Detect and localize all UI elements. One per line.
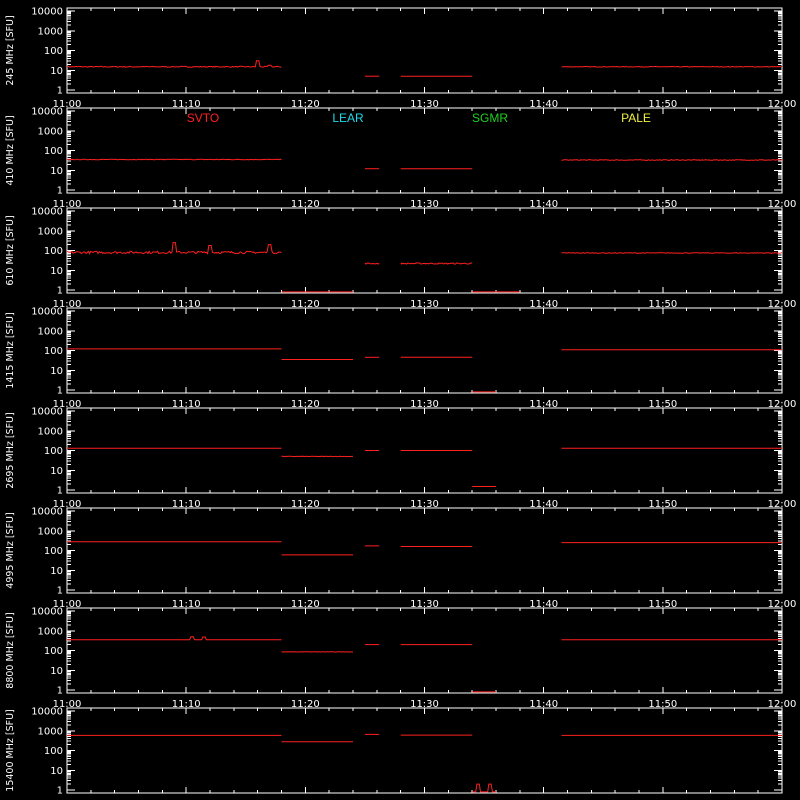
y-tick-label: 100 [43, 546, 63, 557]
y-tick-label: 100 [43, 746, 63, 757]
x-tick-label: 11:50 [648, 99, 678, 110]
x-tick-label: 11:20 [290, 699, 320, 710]
x-tick-label: 12:00 [767, 499, 797, 510]
x-tick-label: 11:00 [52, 399, 82, 410]
y-axis-label: 15400 MHz [SFU] [5, 709, 16, 792]
station-label-pale: PALE [621, 111, 651, 125]
series-0-trace [67, 61, 282, 67]
panel-4 [5, 407, 796, 511]
y-tick-label: 10 [50, 765, 63, 777]
panel-5 [5, 507, 796, 611]
panel-frame [67, 208, 782, 293]
x-tick-label: 11:30 [410, 199, 439, 210]
series-1-trace [282, 456, 354, 457]
x-tick-label: 11:00 [52, 499, 82, 510]
x-tick-label: 11:00 [52, 99, 82, 110]
y-axis-label: 610 MHz [SFU] [5, 215, 16, 286]
series-2-trace [365, 263, 379, 264]
y-tick-label: 10000 [31, 306, 63, 318]
y-tick-label: 100 [43, 246, 63, 257]
x-tick-label: 11:10 [171, 499, 201, 510]
x-tick-label: 11:20 [290, 499, 320, 510]
panel-3 [5, 307, 796, 411]
x-tick-label: 11:10 [171, 299, 201, 310]
x-tick-label: 11:50 [648, 699, 678, 710]
panel-0 [5, 7, 796, 111]
x-tick-label: 11:30 [410, 299, 439, 310]
y-tick-label: 100 [43, 346, 63, 357]
y-tick-label: 1000 [37, 426, 63, 438]
series-0-trace [67, 637, 282, 640]
y-tick-label: 1000 [37, 526, 63, 538]
panel-2 [5, 207, 796, 311]
x-tick-label: 11:30 [410, 99, 439, 110]
y-axis-label: 8800 MHz [SFU] [5, 612, 16, 689]
y-tick-label: 1 [56, 485, 63, 497]
x-tick-label: 11:10 [171, 399, 201, 410]
y-tick-label: 100 [43, 646, 63, 657]
y-tick-label: 1000 [37, 26, 63, 38]
x-tick-label: 11:10 [171, 199, 201, 210]
y-tick-label: 10 [50, 665, 63, 677]
panel-6 [5, 607, 796, 711]
x-tick-label: 11:30 [410, 599, 439, 610]
x-tick-label: 11:50 [648, 499, 678, 510]
y-tick-label: 1000 [37, 226, 63, 238]
x-tick-label: 11:30 [410, 399, 439, 410]
y-tick-label: 10 [50, 565, 63, 577]
y-axis-label: 2695 MHz [SFU] [5, 412, 16, 489]
y-tick-label: 10000 [31, 6, 63, 18]
x-tick-label: 12:00 [767, 99, 797, 110]
station-label-lear: LEAR [332, 111, 364, 125]
x-tick-label: 11:50 [648, 299, 678, 310]
panel-7 [5, 707, 796, 800]
y-tick-label: 10 [50, 165, 63, 177]
panel-frame [67, 8, 782, 93]
x-tick-label: 12:00 [767, 599, 797, 610]
x-tick-label: 11:20 [290, 199, 320, 210]
x-tick-label: 11:40 [529, 299, 559, 310]
y-tick-label: 1 [56, 85, 63, 97]
y-tick-label: 1000 [37, 626, 63, 638]
series-4-trace [472, 784, 496, 792]
station-label-sgmr: SGMR [472, 111, 508, 125]
series-0-trace [67, 159, 282, 160]
x-tick-label: 11:20 [290, 99, 320, 110]
y-axis-label: 4995 MHz [SFU] [5, 512, 16, 589]
y-tick-label: 10 [50, 365, 63, 377]
x-tick-label: 11:40 [529, 199, 559, 210]
panel-1 [5, 107, 796, 211]
y-tick-label: 1 [56, 385, 63, 397]
y-tick-label: 10000 [31, 606, 63, 618]
x-tick-label: 11:10 [171, 99, 201, 110]
x-tick-label: 11:00 [52, 299, 82, 310]
y-tick-label: 100 [43, 446, 63, 457]
y-tick-label: 10000 [31, 106, 63, 118]
x-tick-label: 11:40 [529, 499, 559, 510]
y-tick-label: 10 [50, 465, 63, 477]
y-axis-label: 410 MHz [SFU] [5, 115, 16, 186]
y-tick-label: 1 [56, 585, 63, 597]
x-tick-label: 11:50 [648, 399, 678, 410]
x-tick-label: 11:20 [290, 299, 320, 310]
y-tick-label: 1 [56, 785, 63, 797]
x-tick-label: 11:50 [648, 599, 678, 610]
y-tick-label: 10 [50, 65, 63, 77]
x-tick-label: 11:20 [290, 399, 320, 410]
y-tick-label: 100 [43, 46, 63, 57]
x-tick-label: 12:00 [767, 299, 797, 310]
y-axis-label: 245 MHz [SFU] [5, 15, 16, 86]
y-tick-label: 1000 [37, 726, 63, 738]
panel-frame [67, 108, 782, 193]
x-tick-label: 11:20 [290, 599, 320, 610]
series-0-trace [67, 243, 282, 254]
x-tick-label: 11:30 [410, 699, 439, 710]
panel-frame [67, 508, 782, 593]
y-axis-label: 1415 MHz [SFU] [5, 312, 16, 389]
series-5-trace [562, 253, 783, 254]
x-tick-label: 12:00 [767, 399, 797, 410]
series-3-trace [562, 160, 783, 161]
x-tick-label: 11:00 [52, 699, 82, 710]
y-tick-label: 100 [43, 146, 63, 157]
x-tick-label: 11:30 [410, 499, 439, 510]
y-tick-label: 1000 [37, 126, 63, 138]
y-tick-label: 1 [56, 285, 63, 297]
x-tick-label: 11:40 [529, 599, 559, 610]
x-tick-label: 11:50 [648, 199, 678, 210]
panel-frame [67, 308, 782, 393]
panel-frame [67, 708, 782, 793]
x-tick-label: 12:00 [767, 699, 797, 710]
x-tick-label: 11:00 [52, 599, 82, 610]
y-tick-label: 1 [56, 185, 63, 197]
y-tick-label: 10000 [31, 706, 63, 718]
station-label-svto: SVTO [186, 111, 220, 125]
x-tick-label: 11:40 [529, 699, 559, 710]
y-tick-label: 10000 [31, 506, 63, 518]
y-tick-label: 10 [50, 265, 63, 277]
x-tick-label: 11:10 [171, 699, 201, 710]
series-3-trace [562, 67, 783, 68]
series-3-trace [401, 263, 473, 264]
y-tick-label: 1 [56, 685, 63, 697]
y-tick-label: 1000 [37, 326, 63, 338]
panel-frame [67, 608, 782, 693]
x-tick-label: 11:40 [529, 399, 559, 410]
x-tick-label: 11:40 [529, 99, 559, 110]
x-tick-label: 11:10 [171, 599, 201, 610]
x-tick-label: 11:00 [52, 199, 82, 210]
y-tick-label: 10000 [31, 206, 63, 218]
y-tick-label: 10000 [31, 406, 63, 418]
x-tick-label: 12:00 [767, 199, 797, 210]
